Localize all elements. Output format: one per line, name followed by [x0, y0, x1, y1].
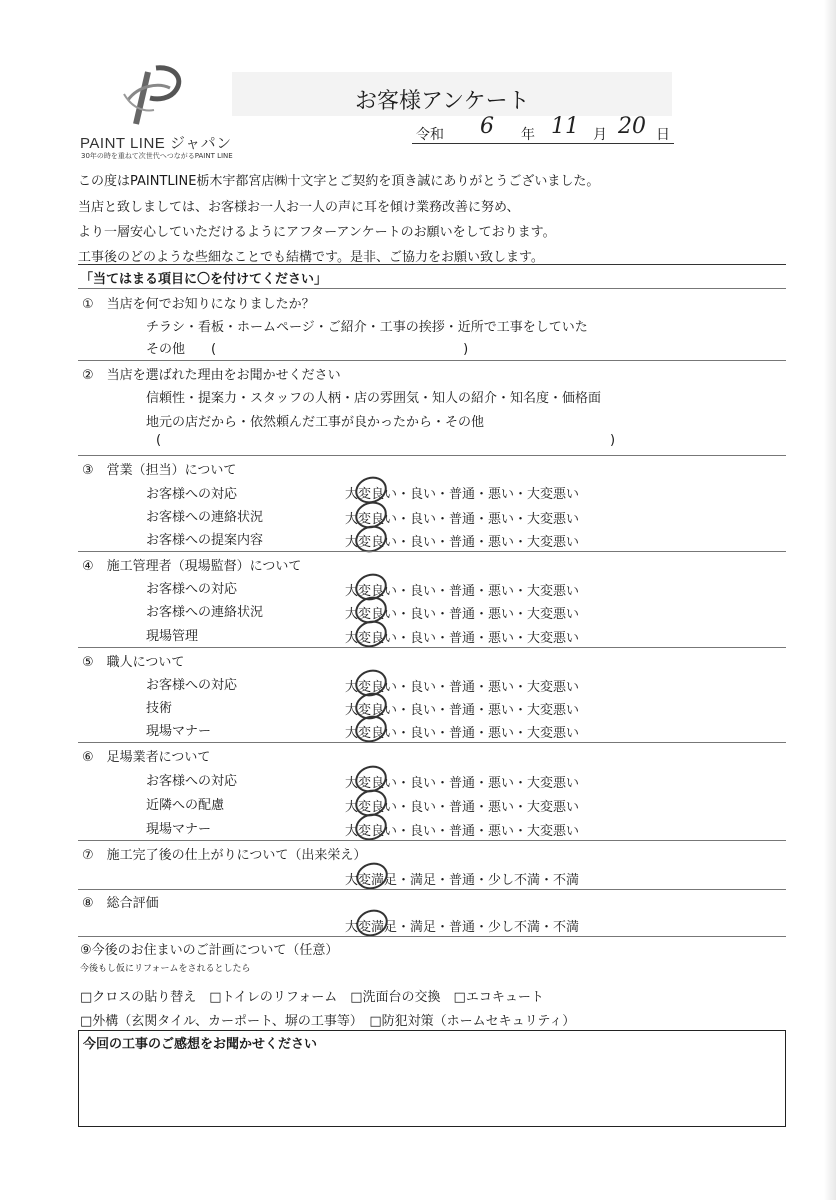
intro-line-2: 当店と致しましては、お客様お一人お一人の声に耳を傾け業務改善に努め、 — [78, 200, 520, 215]
logo-mark-icon — [118, 64, 188, 130]
q3-rating-scale: 大変良い・良い・普通・悪い・大変悪い — [345, 487, 580, 502]
q8-scale: 大変満足・満足・普通・少し不満・不満 — [345, 920, 580, 935]
q4-item-label: 現場管理 — [146, 629, 199, 644]
q2-options-2: 地元の店だから・依然頼んだ工事が良かったから・その他 — [146, 415, 485, 430]
divider — [78, 742, 786, 743]
divider — [78, 889, 786, 890]
intro-line-1: この度はPAINTLINE栃木宇都宮店㈱十文字とご契約を頂き誠にありがとうございました。 — [78, 174, 600, 189]
comments-label: 今回の工事のご感想をお聞かせください — [83, 1037, 318, 1052]
q3-rating-scale: 大変良い・良い・普通・悪い・大変悪い — [345, 535, 580, 550]
q4-item-label: お客様への連絡状況 — [146, 605, 264, 620]
q4-rating-scale: 大変良い・良い・普通・悪い・大変悪い — [345, 584, 580, 599]
q9-subtitle: 今後もし仮にリフォームをされるとしたら — [80, 964, 251, 974]
q9-options-row-2: □外構（玄関タイル、カーポート、塀の工事等） □防犯対策（ホームセキュリティ） — [80, 1014, 576, 1029]
q3-rating-scale: 大変良い・良い・普通・悪い・大変悪い — [345, 512, 580, 527]
intro-line-4: 工事後のどのような些細なことでも結構です。是非、ご協力をお願い致します。 — [78, 250, 544, 265]
divider — [78, 936, 786, 937]
date-day-value: 20 — [618, 114, 646, 139]
q9-title: ⑨今後のお住まいのご計画について（任意） — [80, 943, 339, 958]
q4-rating-scale: 大変良い・良い・普通・悪い・大変悪い — [345, 631, 580, 646]
q5-item-label: お客様への対応 — [146, 678, 238, 693]
q3-item-label: お客様への提案内容 — [146, 533, 264, 548]
divider — [78, 288, 786, 289]
q1-other: その他 ( ) — [146, 342, 469, 357]
q5-item-label: 技術 — [146, 701, 173, 716]
page-title: お客様アンケート — [355, 89, 530, 114]
divider — [78, 551, 786, 552]
q7-scale: 大変満足・満足・普通・少し不満・不満 — [345, 873, 580, 888]
q5-rating-scale: 大変良い・良い・普通・悪い・大変悪い — [345, 726, 580, 741]
divider — [78, 647, 786, 648]
q4-rating-scale: 大変良い・良い・普通・悪い・大変悪い — [345, 607, 580, 622]
date-year-unit: 年 — [521, 127, 535, 143]
q6-title: ⑥ 足場業者について — [82, 750, 211, 765]
q2-title: ② 当店を選ばれた理由をお聞かせください — [82, 368, 341, 383]
date-underline — [412, 143, 674, 144]
q3-item-label: お客様への対応 — [146, 487, 238, 502]
q8-title: ⑧ 総合評価 — [82, 896, 159, 911]
q6-item-label: 現場マナー — [146, 822, 212, 837]
q9-options-row-1: □クロスの貼り替え □トイレのリフォーム □洗面台の交換 □エコキュート — [80, 990, 544, 1005]
instruction-text: 「当てはまる項目に〇を付けてください」 — [80, 272, 328, 287]
date-month-value: 11 — [551, 114, 579, 139]
q2-close-paren: ) — [610, 433, 616, 448]
divider — [78, 264, 786, 265]
q2-open-paren: ( — [156, 433, 162, 448]
page-edge-shadow — [824, 0, 836, 1200]
q5-rating-scale: 大変良い・良い・普通・悪い・大変悪い — [345, 680, 580, 695]
intro-line-3: より一層安心していただけるようにアフターアンケートのお願いをしております。 — [78, 225, 556, 240]
q1-options: チラシ・看板・ホームページ・ご紹介・工事の挨拶・近所で工事をしていた — [146, 320, 588, 335]
comments-box — [78, 1030, 786, 1127]
q6-rating-scale: 大変良い・良い・普通・悪い・大変悪い — [345, 776, 580, 791]
q3-item-label: お客様への連絡状況 — [146, 510, 264, 525]
q5-item-label: 現場マナー — [146, 724, 212, 739]
q5-rating-scale: 大変良い・良い・普通・悪い・大変悪い — [345, 703, 580, 718]
logo-name: PAINT LINE ジャパン — [80, 135, 232, 152]
q6-rating-scale: 大変良い・良い・普通・悪い・大変悪い — [345, 800, 580, 815]
logo-tagline: 30年の時を重ねて次世代へつながるPAINT LINE — [81, 152, 233, 160]
date-year-value: 6 — [480, 114, 494, 139]
q6-rating-scale: 大変良い・良い・普通・悪い・大変悪い — [345, 824, 580, 839]
divider — [78, 360, 786, 361]
divider — [78, 840, 786, 841]
q6-item-label: 近隣への配慮 — [146, 798, 225, 813]
q1-title: ① 当店を何でお知りになりましたか？ — [82, 297, 315, 312]
q4-title: ④ 施工管理者（現場監督）について — [82, 559, 302, 574]
divider — [78, 455, 786, 456]
q4-item-label: お客様への対応 — [146, 582, 238, 597]
q5-title: ⑤ 職人について — [82, 655, 185, 670]
date-era: 令和 — [416, 127, 444, 143]
q2-options-1: 信頼性・提案力・スタッフの人柄・店の雰囲気・知人の紹介・知名度・価格面 — [146, 391, 602, 406]
date-day-unit: 日 — [656, 127, 670, 143]
q6-item-label: お客様への対応 — [146, 774, 238, 789]
date-month-unit: 月 — [593, 127, 607, 143]
q7-title: ⑦ 施工完了後の仕上がりについて（出来栄え） — [82, 848, 367, 863]
q3-title: ③ 営業（担当）について — [82, 463, 237, 478]
